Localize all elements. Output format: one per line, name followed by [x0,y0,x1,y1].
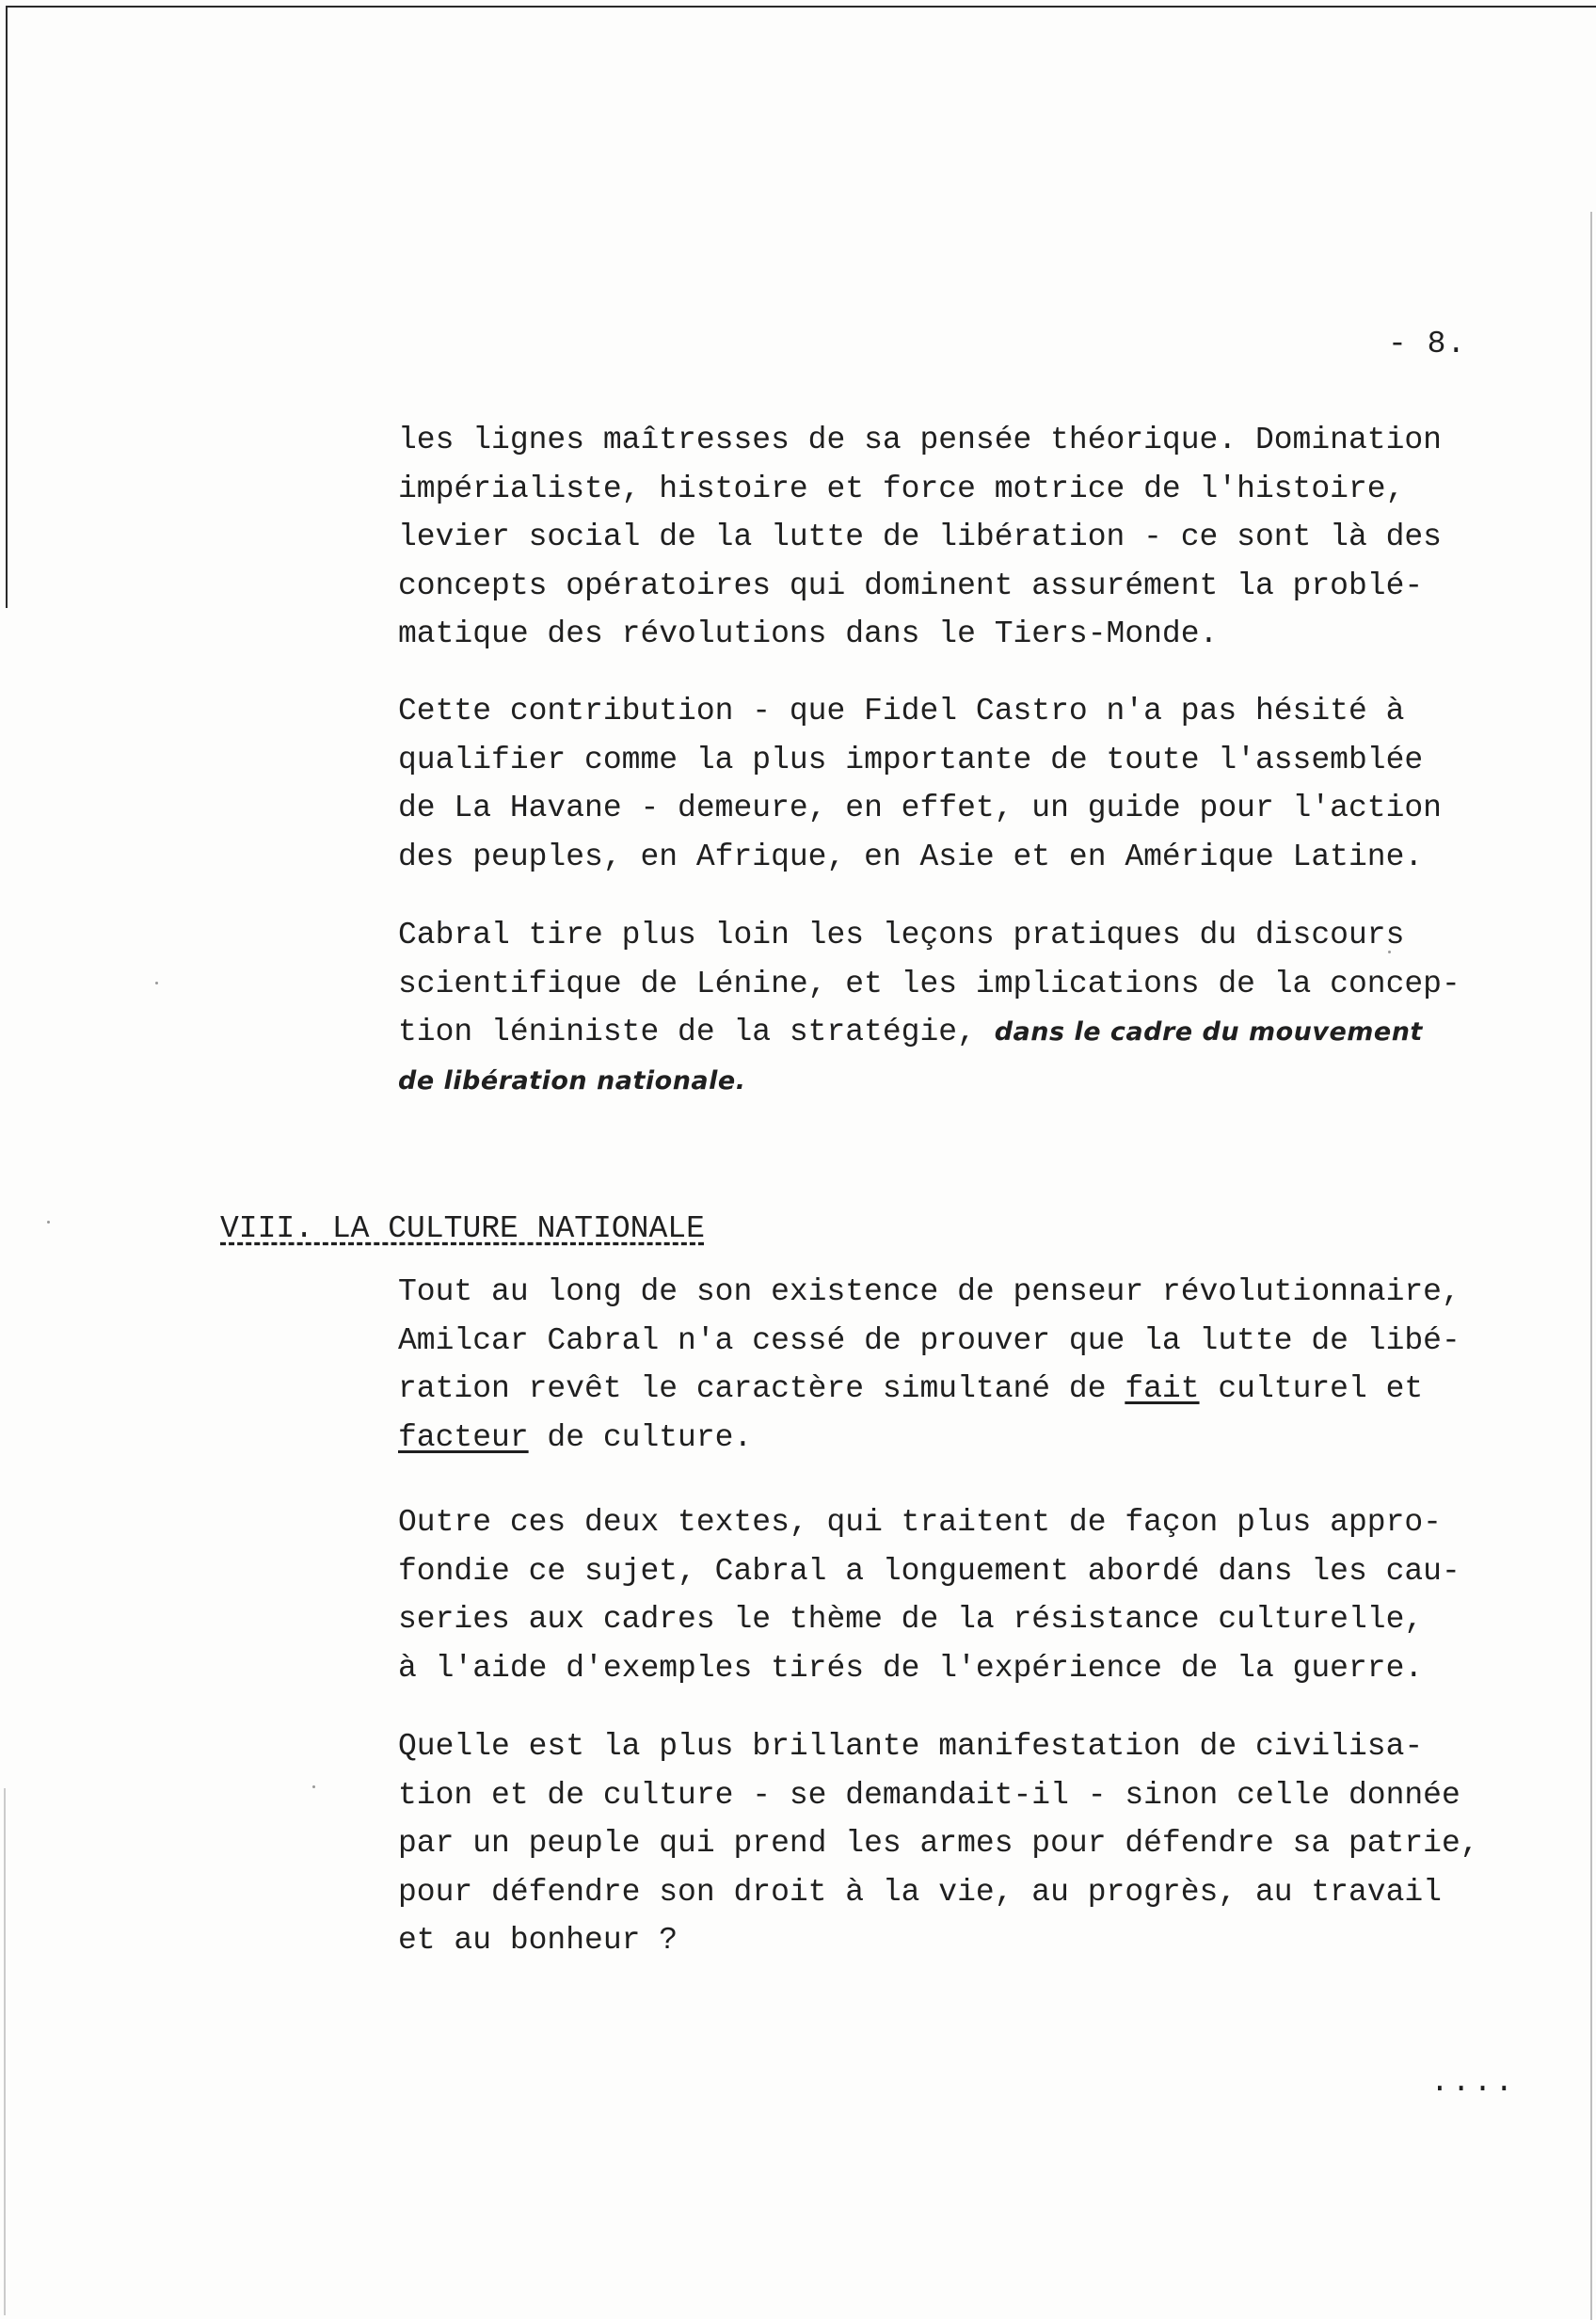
section-heading: VIII. LA CULTURE NATIONALE [220,1211,705,1246]
text-line: à l'aide d'exemples tirés de l'expérience de la guerre. [398,1650,1424,1686]
text-line: Cette contribution - que Fidel Castro n'a pas hésité à [398,694,1405,728]
scan-edge-left-lower [4,1788,6,2315]
text-line: scientifique de Lénine, et les implications de la concep- [398,966,1460,1001]
page-number: - 8. [1388,327,1467,361]
text-line: tion léniniste de la stratégie, [398,1015,976,1049]
text-line: Cabral tire plus loin les leçons pratiques du discours [398,918,1405,952]
handwritten-annotation: dans le cadre du mouvement [994,1017,1423,1047]
underlined-word: fait [1125,1371,1200,1406]
text-line: tion et de culture - se demandait-il - sinon celle donnée [398,1777,1460,1813]
paragraph-2 [398,687,1537,881]
paragraph-4 [398,1268,1537,1462]
text-line: de culture. [528,1419,753,1455]
handwritten-annotation: de libération nationale. [398,1065,746,1096]
scan-edge-left [6,6,8,608]
text-line: matique des révolutions dans le Tiers-Monde. [398,616,1219,651]
text-line: qualifier comme la plus importante de toute l'assemblée [398,742,1424,777]
scan-speck [155,982,158,984]
text-line: des peuples, en Afrique, en Asie et en Amérique Latine. [398,839,1424,874]
text-line: culturel et [1199,1371,1424,1406]
text-line: pour défendre son droit à la vie, au progrès, au travail [398,1874,1442,1910]
scan-speck [312,1785,315,1788]
paragraph-1 [398,416,1537,659]
text-line: et au bonheur ? [398,1923,678,1958]
text-line: fondie ce sujet, Cabral a longuement abordé dans les cau- [398,1553,1460,1589]
scan-speck [47,1221,50,1224]
text-line: impérialiste, histoire et force motrice de l'histoire, [398,471,1405,506]
text-line: ration revêt le caractère simultané de [398,1371,1125,1406]
paragraph-5 [398,1498,1537,1692]
text-line: les lignes maîtresses de sa pensée théorique. Domination [398,423,1442,457]
paragraph-3 [398,911,1537,1105]
underlined-word: facteur [398,1419,529,1455]
text-line: series aux cadres le thème de la résistance culturelle, [398,1602,1424,1637]
text-line: Quelle est la plus brillante manifestation de civilisa- [398,1729,1424,1764]
text-line: de La Havane - demeure, en effet, un guide pour l'action [398,791,1442,825]
text-line: Outre ces deux textes, qui traitent de façon plus appro- [398,1505,1442,1540]
text-line: par un peuple qui prend les armes pour défendre sa patrie, [398,1826,1479,1861]
continuation-mark: .... [1430,2065,1517,2100]
paragraph-6 [398,1722,1537,1965]
text-line: levier social de la lutte de libération - ce sont là des [398,520,1442,554]
text-line: Tout au long de son existence de penseur révolutionnaire, [398,1274,1460,1309]
scan-edge-top [6,6,1596,8]
text-line: concepts opératoires qui dominent assurément la problé- [398,568,1424,603]
scan-edge-right [1590,212,1592,2320]
text-line: Amilcar Cabral n'a cessé de prouver que la lutte de libé- [398,1322,1460,1358]
